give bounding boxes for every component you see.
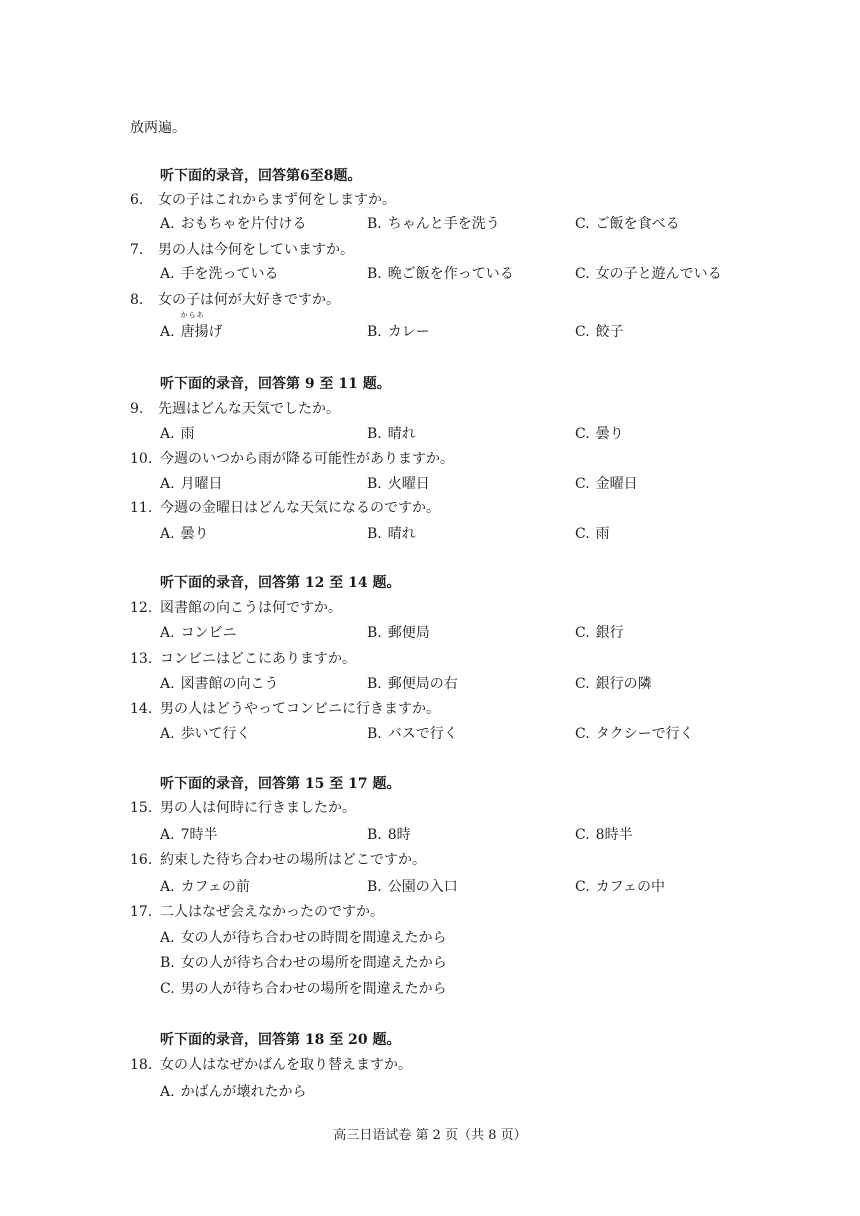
- option-a: A. 雨: [160, 426, 195, 442]
- option-a: A. 図書館の向こう: [160, 676, 279, 692]
- question-text: 男の人は何時に行きましたか。: [160, 800, 356, 816]
- ruby-word: からあ 唐揚げ: [180, 311, 223, 340]
- question-text: 約束した待ち合わせの場所はどこですか。: [160, 852, 426, 868]
- section-heading: 听下面的录音，回答第 18 至 20 题。: [160, 1032, 401, 1048]
- options-6: [160, 214, 760, 234]
- options-14: [160, 724, 760, 744]
- question-14: [130, 699, 440, 719]
- option-a: A. 手を洗っている: [160, 266, 279, 282]
- option-c: C. 男の人が待ち合わせの場所を間違えたから: [160, 981, 447, 997]
- question-number: 15.: [130, 800, 153, 816]
- question-7: [130, 240, 354, 260]
- question-text: 今週の金曜日はどんな天気になるのですか。: [160, 500, 440, 516]
- question-number: 16.: [130, 852, 153, 868]
- question-number: 7.: [130, 242, 144, 258]
- options-8: [160, 311, 760, 342]
- option-b: B. 郵便局の右: [367, 676, 458, 692]
- question-text: 女の子はこれからまず何をしますか。: [158, 192, 396, 208]
- options-7: [160, 264, 760, 284]
- option-a: A. コンビニ: [160, 625, 237, 641]
- options-12: [160, 623, 760, 643]
- option-c: C. カフェの中: [575, 879, 665, 895]
- question-6: [130, 190, 396, 210]
- option-c: C. 金曜日: [575, 476, 638, 492]
- question-number: 13.: [130, 651, 153, 667]
- option-b: B. 晩ご飯を作っている: [367, 266, 514, 282]
- question-9: [130, 399, 340, 419]
- option-c: C. 銀行の隣: [575, 676, 652, 692]
- options-15: [160, 825, 760, 845]
- options-11: [160, 524, 760, 544]
- question-text: 男の人はどうやってコンビニに行きますか。: [160, 701, 440, 717]
- option-b: B. 公園の入口: [367, 879, 458, 895]
- question-text: 男の人は今何をしていますか。: [158, 242, 354, 258]
- option-b: B. 8時: [367, 827, 411, 843]
- question-11: [130, 498, 440, 518]
- option-a: A. からあ 唐揚げ: [160, 311, 223, 340]
- question-text: 女の人はなぜかばんを取り替えますか。: [160, 1057, 412, 1073]
- option-a: A. カフェの前: [160, 879, 250, 895]
- intro-text: 放两遍。: [130, 120, 186, 136]
- option-c: C. 曇り: [575, 426, 624, 442]
- option-b: B. 晴れ: [367, 526, 416, 542]
- question-10: [130, 449, 454, 469]
- question-16: [130, 850, 426, 870]
- question-text: コンビニはどこにありますか。: [160, 651, 356, 667]
- question-number: 10.: [130, 451, 153, 467]
- option-a: A. 月曜日: [160, 476, 223, 492]
- section-heading: 听下面的录音，回答第 12 至 14 题。: [160, 575, 401, 591]
- option-b: B. バスで行く: [367, 726, 458, 742]
- options-9: [160, 424, 760, 444]
- question-text: 先週はどんな天気でしたか。: [158, 401, 340, 417]
- question-18: [130, 1055, 412, 1075]
- option-b: B. 晴れ: [367, 426, 416, 442]
- question-17: [130, 902, 384, 922]
- option-b: B. 郵便局: [367, 625, 430, 641]
- section-heading: 听下面的录音，回答第 9 至 11 题。: [160, 376, 391, 392]
- option-a: A. おもちゃを片付ける: [160, 216, 307, 232]
- question-number: 12.: [130, 600, 153, 616]
- option-c: C. タクシーで行く: [575, 726, 694, 742]
- question-number: 6.: [130, 192, 144, 208]
- question-text: 図書館の向こうは何ですか。: [160, 600, 342, 616]
- option-a: A. 歩いて行く: [160, 726, 251, 742]
- section-heading: 听下面的录音，回答第 15 至 17 题。: [160, 776, 401, 792]
- section-heading: 听下面的录音，回答第6至8题。: [160, 168, 362, 184]
- question-15: [130, 798, 356, 818]
- page-footer: 高三日语试卷 第 2 页（共 8 页）: [333, 1128, 527, 1143]
- options-13: [160, 674, 760, 694]
- furigana: からあ: [180, 311, 205, 319]
- option-c: C. ご飯を食べる: [575, 216, 680, 232]
- option-c: C. 餃子: [575, 324, 624, 340]
- option-b: B. 火曜日: [367, 476, 430, 492]
- option-c: C. 女の子と遊んでいる: [575, 266, 722, 282]
- question-number: 18.: [130, 1057, 153, 1073]
- option-c: C. 銀行: [575, 625, 624, 641]
- question-number: 11.: [130, 500, 153, 516]
- question-text: 女の子は何が大好きですか。: [158, 292, 340, 308]
- option-a: A. 曇り: [160, 526, 209, 542]
- option-c: C. 8時半: [575, 827, 633, 843]
- options-10: [160, 474, 760, 494]
- option-c: C. 雨: [575, 526, 610, 542]
- question-12: [130, 598, 342, 618]
- option-a: A. 7時半: [160, 827, 218, 843]
- question-number: 14.: [130, 701, 153, 717]
- question-text: 今週のいつから雨が降る可能性がありますか。: [160, 451, 454, 467]
- question-number: 9.: [130, 401, 144, 417]
- options-16: [160, 877, 760, 897]
- question-13: [130, 649, 356, 669]
- question-8: [130, 290, 340, 310]
- question-text: 二人はなぜ会えなかったのですか。: [160, 904, 384, 920]
- option-b: B. ちゃんと手を洗う: [367, 216, 500, 232]
- option-b: B. カレー: [367, 324, 430, 340]
- question-number: 17.: [130, 904, 153, 920]
- option-a: A. 女の人が待ち合わせの時間を間違えたから: [160, 930, 447, 946]
- option-b: B. 女の人が待ち合わせの場所を間違えたから: [160, 955, 447, 971]
- option-a: A. かばんが壊れたから: [160, 1084, 307, 1100]
- question-number: 8.: [130, 292, 144, 308]
